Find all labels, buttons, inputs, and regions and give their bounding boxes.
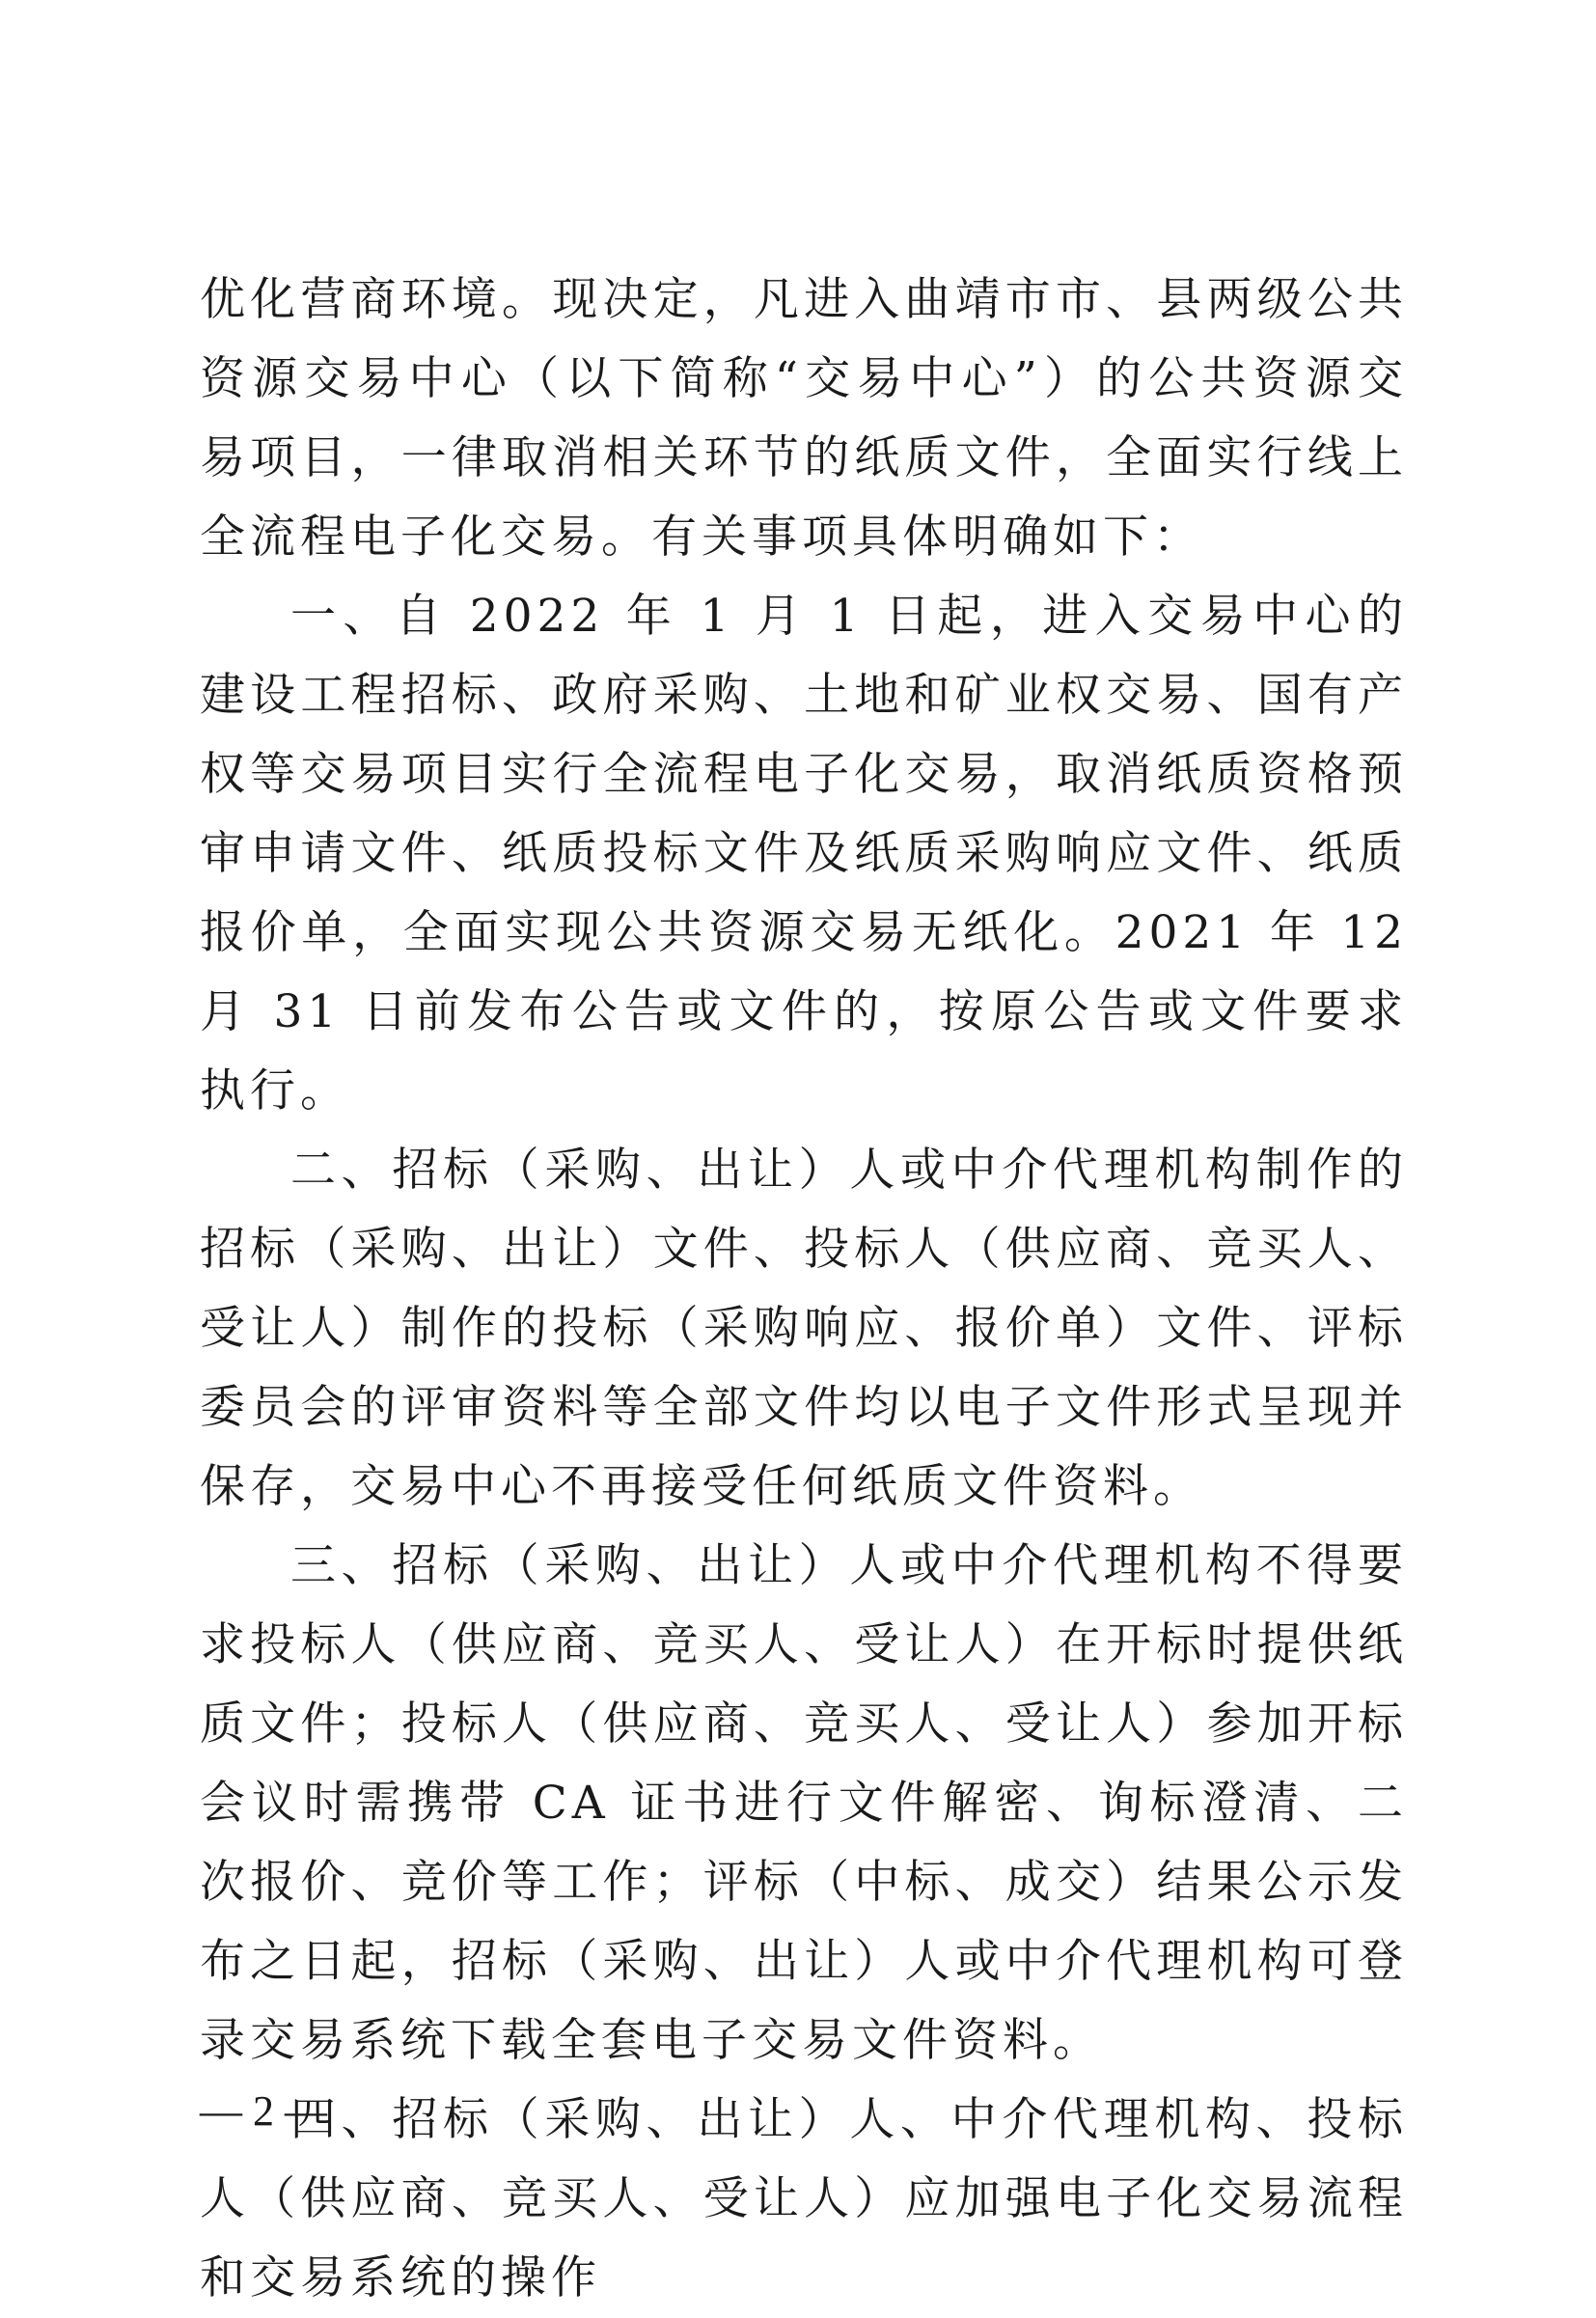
paragraph-item-1: 一、自 2022 年 1 月 1 日起，进入交易中心的建设工程招标、政府采购、土地和矿业权交易、国有产权等交易项目实行全流程电子化交易，取消纸质资格预审申请文件、纸质投标文件及纸质采购响应文件、纸质报价单，全面实现公共资源交易无纸化。2021 年 12 月 31 日前发布公告或文件的，按原公告或文件要求执行。 (200, 590, 1408, 1118)
page-number: — 2 — (200, 2087, 327, 2135)
document-body (200, 261, 1408, 2318)
paragraph-item-4: 四、招标（采购、出让）人、中介代理机构、投标人（供应商、竞买人、受让人）应加强电子化交易流程和交易系统的操作 (200, 2093, 1408, 2304)
paragraph-item-2: 二、招标（采购、出让）人或中介代理机构制作的招标（采购、出让）文件、投标人（供应商、竞买人、受让人）制作的投标（采购响应、报价单）文件、评标委员会的评审资料等全部文件均以电子文件形式呈现并保存，交易中心不再接受任何纸质文件资料。 (200, 1144, 1408, 1513)
paragraph-item-3: 三、招标（采购、出让）人或中介代理机构不得要求投标人（供应商、竞买人、受让人）在开标时提供纸质文件；投标人（供应商、竞买人、受让人）参加开标会议时需携带 CA 证书进行文件解密、询标澄清、二次报价、竞价等工作；评标（中标、成交）结果公示发布之日起，招标（采购、出让）人或中介代理机构可登录交易系统下载全套电子交易文件资料。 (200, 1539, 1408, 2067)
paragraph-intro: 优化营商环境。现决定，凡进入曲靖市市、县两级公共资源交易中心（以下简称“交易中心”）的公共资源交易项目，一律取消相关环节的纸质文件，全面实行线上全流程电子化交易。有关事项具体明确如下： (200, 273, 1408, 564)
